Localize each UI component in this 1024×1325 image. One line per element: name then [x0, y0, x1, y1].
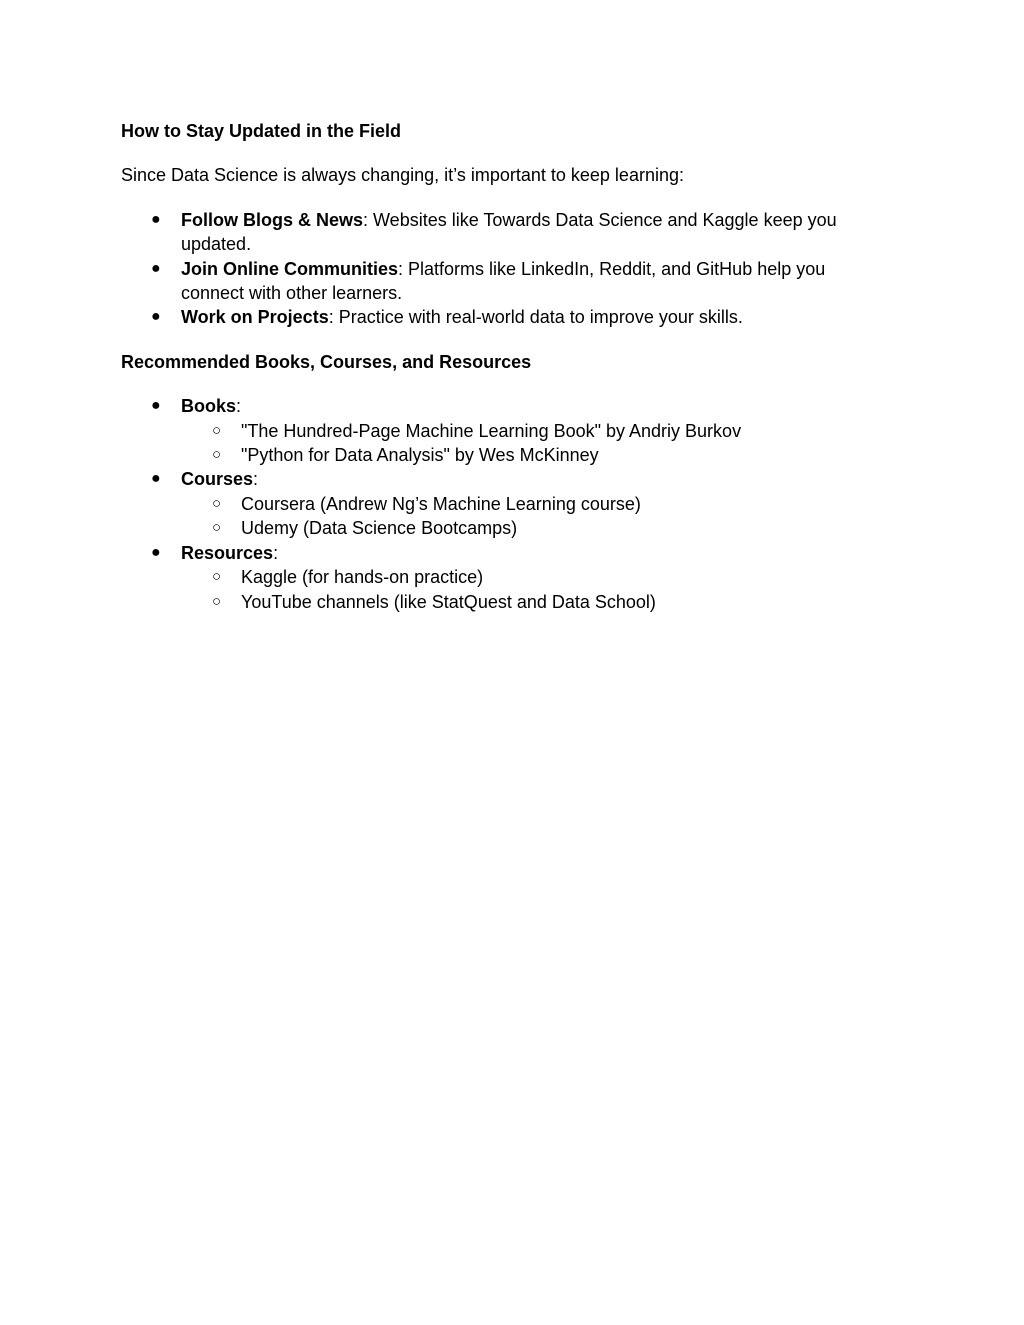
sub-list-item [181, 565, 881, 589]
list-item-courses [121, 467, 881, 540]
hollow-bullet-icon: ○ [212, 494, 222, 512]
sub-item-text: Udemy (Data Science Bootcamps) [241, 518, 518, 539]
item-text: : Platforms like LinkedIn, Reddit, and GitHub help you connect with other learners. [181, 258, 826, 304]
list-item-join-communities [121, 257, 881, 306]
bullet-icon: ● [151, 470, 161, 488]
hollow-bullet-icon: ○ [212, 446, 222, 464]
courses-sublist [181, 492, 881, 541]
hollow-bullet-icon: ○ [212, 568, 222, 586]
hollow-bullet-icon: ○ [212, 421, 222, 439]
list-item-follow-blogs [121, 208, 881, 257]
resources-sublist [181, 565, 881, 614]
bullet-icon: ● [151, 308, 161, 326]
books-sublist [181, 419, 881, 468]
item-suffix: : [253, 469, 259, 490]
item-text: : Websites like Towards Data Science and Kaggle keep you updated. [181, 209, 837, 255]
hollow-bullet-icon: ○ [212, 519, 222, 537]
bullet-icon: ● [151, 259, 161, 277]
item-suffix: : [236, 396, 242, 417]
bullet-icon: ● [151, 543, 161, 561]
section-heading-stay-updated: How to Stay Updated in the Field [121, 121, 402, 141]
item-suffix: : [273, 542, 279, 563]
sub-list-item [181, 419, 881, 443]
sub-item-text: "The Hundred-Page Machine Learning Book" by Andriy Burkov [241, 420, 742, 441]
document-page [121, 119, 881, 614]
item-text: : Practice with real-world data to improve your skills. [328, 307, 743, 328]
hollow-bullet-icon: ○ [212, 592, 222, 610]
list-item-resources [121, 541, 881, 614]
intro-paragraph: Since Data Science is always changing, it’s important to keep learning: [121, 165, 684, 186]
sub-item-text: "Python for Data Analysis" by Wes McKinney [241, 445, 599, 466]
resources-list [121, 394, 881, 614]
list-item-books [121, 394, 881, 467]
item-term: Join Online Communities [181, 258, 399, 279]
item-term: Books [181, 396, 237, 417]
sub-list-item [181, 590, 881, 614]
bullet-icon: ● [151, 210, 161, 228]
bullet-icon: ● [151, 397, 161, 415]
section-heading-resources: Recommended Books, Courses, and Resources [121, 351, 532, 372]
sub-item-text: YouTube channels (like StatQuest and Data School) [241, 591, 656, 612]
item-term: Resources [181, 542, 274, 563]
item-term: Follow Blogs & News [181, 209, 364, 230]
sub-item-text: Coursera (Andrew Ng’s Machine Learning course) [241, 493, 641, 514]
list-item-work-projects [121, 305, 881, 329]
tips-list [121, 208, 881, 330]
sub-list-item [181, 492, 881, 516]
item-term: Courses [181, 469, 254, 490]
item-term: Work on Projects [181, 307, 329, 328]
sub-list-item [181, 443, 881, 467]
sub-list-item [181, 516, 881, 540]
sub-item-text: Kaggle (for hands-on practice) [241, 567, 484, 588]
